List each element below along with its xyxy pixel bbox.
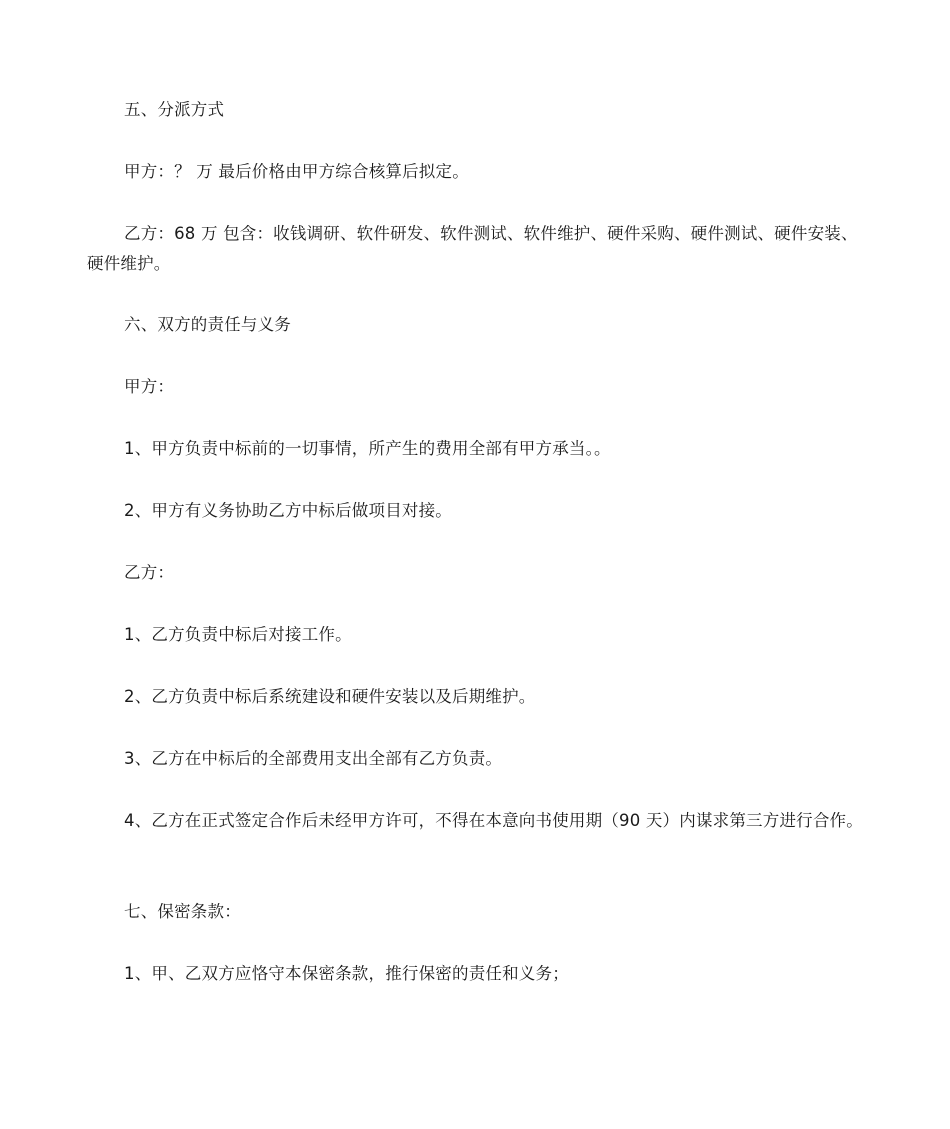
section-heading-responsibilities: 六、双方的责任与义务 xyxy=(124,315,291,334)
subheading-party-a: 甲方： xyxy=(124,377,175,396)
subheading-party-b: 乙方： xyxy=(124,563,175,582)
list-item-party-a-1: 1、甲方负责中标前的一切事情，所产生的费用全部有甲方承当。。 xyxy=(124,439,611,458)
list-item-party-b-4: 4、乙方在正式签定合作后未经甲方许可，不得在本意向书使用期（90 天）内谋求第三方进行合作。 xyxy=(124,811,863,830)
section-heading-distribution: 五、分派方式 xyxy=(124,100,225,119)
list-item-party-b-2: 2、乙方负责中标后系统建设和硬件安装以及后期维护。 xyxy=(124,687,536,706)
paragraph-party-b-price: 乙方：68 万 包含：收钱调研、软件研发、软件测试、软件维护、硬件采购、硬件测试、硬件安装、硬件维护。 xyxy=(87,224,858,273)
section-heading-confidentiality: 七、保密条款： xyxy=(124,902,241,921)
paragraph-party-a-price: 甲方：？ 万 最后价格由甲方综合核算后拟定。 xyxy=(124,162,469,181)
list-item-party-b-1: 1、乙方负责中标后对接工作。 xyxy=(124,625,352,644)
list-item-party-b-3: 3、乙方在中标后的全部费用支出全部有乙方负责。 xyxy=(124,749,503,768)
list-item-party-a-2: 2、甲方有义务协助乙方中标后做项目对接。 xyxy=(124,501,452,520)
list-item-confidentiality-1: 1、甲、乙双方应恪守本保密条款，推行保密的责任和义务； xyxy=(124,964,569,983)
